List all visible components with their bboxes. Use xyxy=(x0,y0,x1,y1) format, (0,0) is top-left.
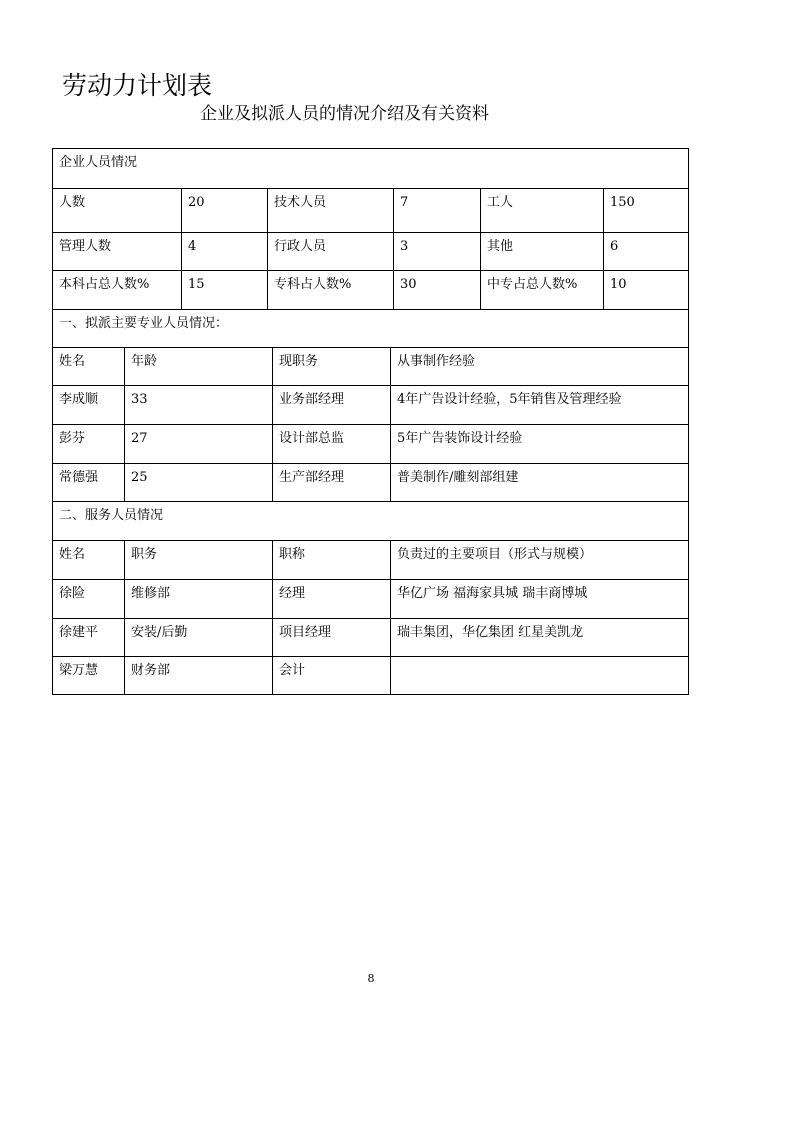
table-row xyxy=(53,425,688,464)
table-row xyxy=(53,386,688,425)
enterprise-value: 3 xyxy=(393,233,480,270)
column-header: 姓名 xyxy=(59,354,86,369)
professionals-heading-row xyxy=(53,310,688,348)
page-number: 8 xyxy=(367,972,375,985)
age-cell: 27 xyxy=(124,425,272,463)
title-cell: 会计 xyxy=(272,657,390,694)
enterprise-value: 30 xyxy=(393,271,480,309)
column-header: 从事制作经验 xyxy=(390,348,688,385)
department-cell: 维修部 xyxy=(124,580,272,618)
name-cell: 徐险 xyxy=(59,586,86,601)
column-header: 姓名 xyxy=(59,547,86,562)
position-cell: 生产部经理 xyxy=(272,464,390,501)
table-row xyxy=(53,580,688,619)
name-cell: 梁万慧 xyxy=(59,663,99,678)
enterprise-value: 6 xyxy=(603,233,688,270)
enterprise-value: 7 xyxy=(393,189,480,232)
enterprise-label: 技术人员 xyxy=(267,189,393,232)
title-cell: 经理 xyxy=(272,580,390,618)
enterprise-label: 工人 xyxy=(480,189,603,232)
column-header: 职称 xyxy=(272,541,390,579)
enterprise-label: 管理人数 xyxy=(59,239,112,254)
name-cell: 常德强 xyxy=(59,470,99,485)
professionals-heading: 一、拟派主要专业人员情况： xyxy=(59,316,229,331)
projects-cell xyxy=(390,657,688,694)
enterprise-value: 4 xyxy=(181,233,267,270)
enterprise-label: 本科占总人数% xyxy=(59,277,150,292)
experience-cell: 4年广告设计经验，5年销售及管理经验 xyxy=(390,386,688,424)
table-row xyxy=(53,464,688,502)
position-cell: 设计部总监 xyxy=(272,425,390,463)
enterprise-value: 15 xyxy=(181,271,267,309)
age-cell: 25 xyxy=(124,464,272,501)
position-cell: 业务部经理 xyxy=(272,386,390,424)
experience-cell: 5年广告装饰设计经验 xyxy=(390,425,688,463)
enterprise-label: 行政人员 xyxy=(267,233,393,270)
table-row xyxy=(53,619,688,657)
enterprise-label: 中专占总人数% xyxy=(480,271,603,309)
professionals-header-row xyxy=(53,348,688,386)
column-header: 年龄 xyxy=(124,348,272,385)
enterprise-label: 人数 xyxy=(59,195,86,210)
document-subtitle: 企业及拟派人员的情况介绍及有关资料 xyxy=(200,104,489,124)
title-cell: 项目经理 xyxy=(272,619,390,656)
column-header: 现职务 xyxy=(272,348,390,385)
projects-cell: 瑞丰集团，华亿集团 红星美凯龙 xyxy=(390,619,688,656)
service-heading: 二、服务人员情况 xyxy=(59,508,164,523)
enterprise-row xyxy=(53,271,688,310)
enterprise-label: 专科占人数% xyxy=(267,271,393,309)
enterprise-row xyxy=(53,189,688,233)
table-row xyxy=(53,657,688,694)
column-header: 职务 xyxy=(124,541,272,579)
document-title: 劳动力计划表 xyxy=(62,71,213,100)
enterprise-value: 20 xyxy=(181,189,267,232)
enterprise-value: 10 xyxy=(603,271,688,309)
labor-plan-table xyxy=(52,148,689,695)
age-cell: 33 xyxy=(124,386,272,424)
enterprise-heading-row xyxy=(53,149,688,189)
service-header-row xyxy=(53,541,688,580)
name-cell: 李成顺 xyxy=(59,392,99,407)
projects-cell: 华亿广场 福海家具城 瑞丰商博城 xyxy=(390,580,688,618)
department-cell: 财务部 xyxy=(124,657,272,694)
name-cell: 彭芬 xyxy=(59,431,86,446)
enterprise-value: 150 xyxy=(603,189,688,232)
column-header: 负责过的主要项目（形式与规模） xyxy=(390,541,688,579)
service-heading-row xyxy=(53,502,688,541)
name-cell: 徐建平 xyxy=(59,625,99,640)
department-cell: 安装/后勤 xyxy=(124,619,272,656)
experience-cell: 普美制作/雕刻部组建 xyxy=(390,464,688,501)
enterprise-label: 其他 xyxy=(480,233,603,270)
enterprise-heading: 企业人员情况 xyxy=(59,155,138,170)
enterprise-row xyxy=(53,233,688,271)
